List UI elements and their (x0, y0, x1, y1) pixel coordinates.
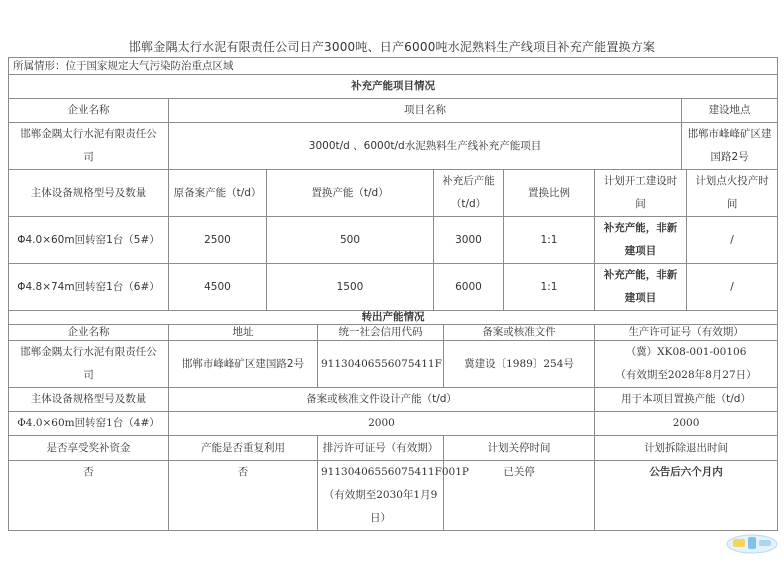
supplement-company-name: 邯郸金隅太行水泥有限责任公 司 (9, 123, 169, 170)
after-capacity-cell: 3000 (434, 217, 504, 264)
transfer-used-header: 用于本项目置换产能（t/d） (595, 388, 778, 412)
equip-cell: Φ4.8×74m回转窑1台（6#） (9, 264, 169, 311)
subsidy-header: 是否享受奖补资金 (9, 436, 169, 461)
transfer-license: （冀）XK08-001-00106 （有效期至2028年8月27日） (595, 341, 778, 388)
transfer-used-cell: 2000 (595, 412, 778, 436)
capacity-replacement-table (8, 57, 778, 531)
transfer-section-title: 转出产能情况 (9, 311, 778, 325)
transfer-design-cell: 2000 (169, 412, 595, 436)
ratio-cell: 1:1 (504, 264, 595, 311)
page-title: 邯郸金隅太行水泥有限责任公司日产3000吨、日产6000吨水泥熟料生产线项目补充产能置换方案 (128, 40, 656, 54)
transfer-filing: 冀建设〔1989〕254号 (444, 341, 595, 388)
transfer-equip-header: 主体设备规格型号及数量 (9, 388, 169, 412)
transfer-design-header: 备案或核准文件设计产能（t/d） (169, 388, 595, 412)
watermark-logo-icon (724, 530, 780, 556)
demolish-cell: 公告后六个月内 (595, 461, 778, 531)
supplement-company-header: 企业名称 (9, 99, 169, 123)
supplement-section-title: 补充产能项目情况 (9, 75, 778, 99)
transfer-license-header: 生产许可证号（有效期） (595, 325, 778, 341)
plan-fire-cell: / (687, 217, 778, 264)
table-row (9, 264, 778, 311)
supplement-site-header: 建设地点 (682, 99, 778, 123)
supplement-site: 邯郸市峰峰矿区建国路2号 (682, 123, 778, 170)
ratio-header: 置换比例 (504, 170, 595, 217)
reuse-cell: 否 (169, 461, 318, 531)
equip-cell: Φ4.0×60m回转窑1台（5#） (9, 217, 169, 264)
permit-cell: 91130406556075411F001P （有效期至2030年1月9 日） (318, 461, 444, 531)
plan-start-cell: 补充产能，非新 建项目 (595, 264, 687, 311)
orig-capacity-cell: 2500 (169, 217, 267, 264)
swap-capacity-header: 置换产能（t/d） (267, 170, 434, 217)
plan-fire-header: 计划点火投产时 间 (687, 170, 778, 217)
plan-start-header: 计划开工建设时 间 (595, 170, 687, 217)
equip-header: 主体设备规格型号及数量 (9, 170, 169, 217)
region-note: 所属情形：位于国家规定大气污染防治重点区域 (9, 58, 778, 75)
reuse-header: 产能是否重复利用 (169, 436, 318, 461)
transfer-equip-cell: Φ4.0×60m回转窑1台（4#） (9, 412, 169, 436)
supplement-project-name: 3000t/d 、6000t/d水泥熟料生产线补充产能项目 (169, 123, 682, 170)
shutdown-header: 计划关停时间 (444, 436, 595, 461)
transfer-address-header: 地址 (169, 325, 318, 341)
permit-header: 排污许可证号（有效期） (318, 436, 444, 461)
transfer-company-name: 邯郸金隅太行水泥有限责任公 司 (9, 341, 169, 388)
transfer-credit-header: 统一社会信用代码 (318, 325, 444, 341)
supplement-project-header: 项目名称 (169, 99, 682, 123)
transfer-address: 邯郸市峰峰矿区建国路2号 (169, 341, 318, 388)
plan-fire-cell: / (687, 264, 778, 311)
demolish-header: 计划拆除退出时间 (595, 436, 778, 461)
transfer-company-header: 企业名称 (9, 325, 169, 341)
plan-start-cell: 补充产能，非新 建项目 (595, 217, 687, 264)
ratio-cell: 1:1 (504, 217, 595, 264)
orig-capacity-header: 原备案产能（t/d） (169, 170, 267, 217)
after-capacity-cell: 6000 (434, 264, 504, 311)
transfer-filing-header: 备案或核准文件 (444, 325, 595, 341)
swap-capacity-cell: 1500 (267, 264, 434, 311)
swap-capacity-cell: 500 (267, 217, 434, 264)
transfer-credit-code: 91130406556075411F (318, 341, 444, 388)
shutdown-cell: 已关停 (444, 461, 595, 531)
after-capacity-header: 补充后产能（t/d） (434, 170, 504, 217)
table-row (9, 217, 778, 264)
subsidy-cell: 否 (9, 461, 169, 531)
orig-capacity-cell: 4500 (169, 264, 267, 311)
